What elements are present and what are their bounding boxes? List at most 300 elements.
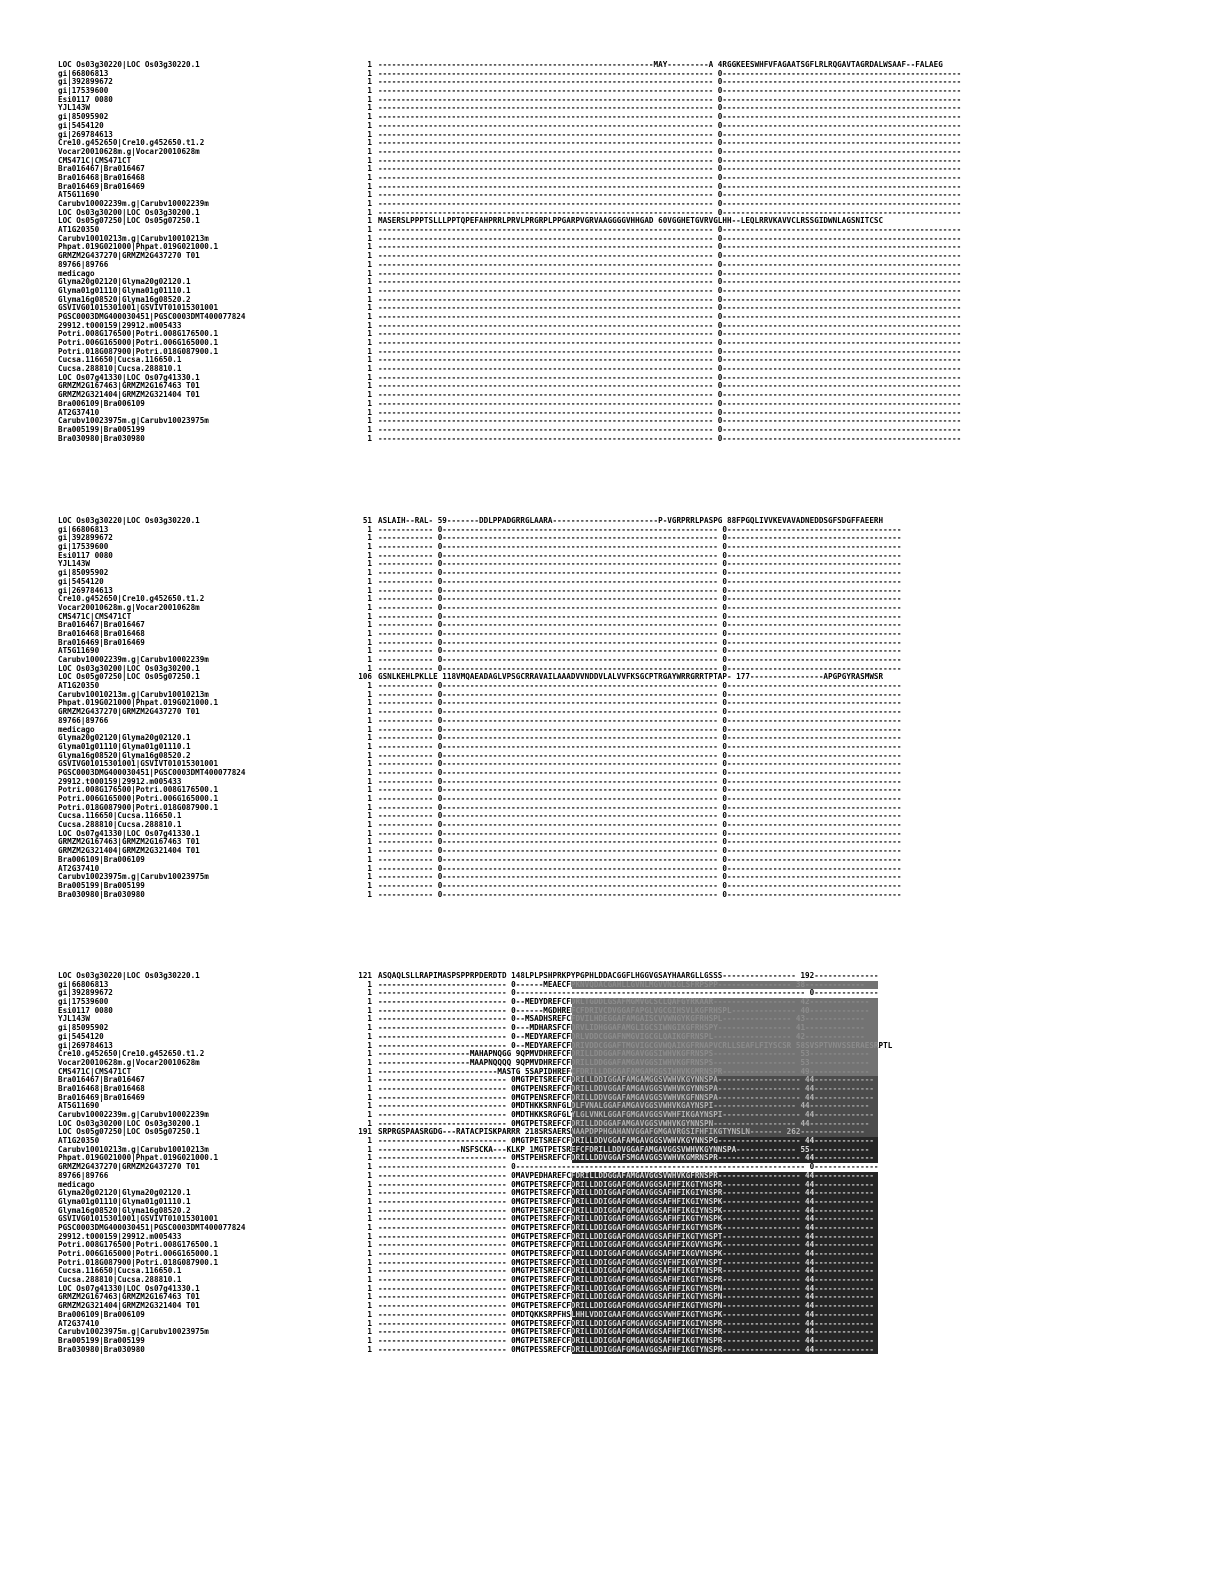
start-position: 1 bbox=[367, 355, 372, 365]
alignment-row bbox=[58, 226, 1148, 235]
sequence-name: AT5G11690 bbox=[58, 191, 100, 200]
sequence-name: Potri.006G165000|Potri.006G165000.1 bbox=[58, 795, 219, 803]
sequence-name: Carubv10010213m.g|Carubv10010213m bbox=[58, 234, 209, 243]
sequence-segment: ------------------------------------------------------------------------- 0---------------------------------------------------- bbox=[378, 173, 962, 182]
start-position: 1 bbox=[367, 1014, 372, 1024]
alignment-row bbox=[58, 96, 1148, 105]
start-position: 1 bbox=[367, 585, 372, 595]
start-position: 1 bbox=[367, 398, 372, 408]
start-position: 1 bbox=[367, 1075, 372, 1085]
alignment-row bbox=[58, 70, 1148, 79]
alignment-row bbox=[58, 769, 1148, 778]
sequence-segment: ---------------------------- 0MDTHKKSRGFGLYLGLVNKLGGAFGMGAVGGSVWHFIKGAYNSPI----------------- 44------------- bbox=[378, 1111, 874, 1119]
start-position: 1 bbox=[367, 1327, 372, 1337]
alignment-row bbox=[58, 1259, 1148, 1268]
sequence-name: gi|5454120 bbox=[58, 577, 104, 586]
sequence-segment: ---------------------------- 0--MEDYAREFCFDRLVDDCGGAFNMGVIGCGLQAIKGFRNSPL----------------- 42------------- bbox=[378, 1032, 865, 1041]
sequence-name: GSVIVG01015301001|GSVIVT01015301001 bbox=[58, 1215, 219, 1224]
start-position: 1 bbox=[367, 68, 372, 78]
alignment-row bbox=[58, 148, 1148, 157]
alignment-row bbox=[58, 752, 1148, 761]
sequence-name: LOC Os05g07250|LOC Os05g07250.1 bbox=[58, 217, 200, 226]
start-position: 1 bbox=[367, 1057, 372, 1067]
sequence-name: GRMZM2G167463|GRMZM2G167463 T01 bbox=[58, 382, 200, 391]
start-position: 1 bbox=[367, 698, 372, 708]
sequence-segment: ------------ 0------------------------------------------------------------ 0-------------------------------------- bbox=[378, 768, 902, 777]
alignment-row bbox=[58, 122, 1148, 131]
start-position: 1 bbox=[367, 311, 372, 321]
start-position: 1 bbox=[367, 1309, 372, 1319]
start-position: 1 bbox=[367, 1318, 372, 1328]
start-position: 1 bbox=[367, 863, 372, 873]
sequence-segment: ---------------------------- 0--------------------------------------------------------------- 0-------------- bbox=[378, 989, 879, 998]
sequence-segment: ------------ 0------------------------------------------------------------ 0-------------------------------------- bbox=[378, 890, 902, 899]
alignment-row bbox=[58, 382, 1148, 391]
sequence-segment: --------------------MAAPNQQQQ 9QPMVDHREFCFDRILLDDGGAFAMGAVGGSIWHVKGFRNSPS------------------ 53------------- bbox=[378, 1058, 870, 1067]
sequence-segment: ------------ 0------------------------------------------------------------ 0-------------------------------------- bbox=[378, 586, 902, 595]
alignment-row bbox=[58, 1050, 1148, 1059]
start-position: 1 bbox=[367, 559, 372, 569]
alignment-row bbox=[58, 1033, 1148, 1042]
start-position: 1 bbox=[367, 997, 372, 1007]
sequence-name: Potri.006G165000|Potri.006G165000.1 bbox=[58, 1250, 219, 1258]
start-position: 1 bbox=[367, 225, 372, 235]
sequence-segment: ------------ 0------------------------------------------------------------ 0-------------------------------------- bbox=[378, 708, 902, 717]
alignment-row bbox=[58, 1163, 1148, 1172]
sequence-name: Potri.018G087900|Potri.018G087900.1 bbox=[58, 347, 219, 356]
alignment-row bbox=[58, 1172, 1148, 1181]
alignment-row bbox=[58, 613, 1148, 622]
sequence-segment: ------------ 0------------------------------------------------------------ 0-------------------------------------- bbox=[378, 560, 902, 569]
start-position: 1 bbox=[367, 172, 372, 182]
sequence-segment: ------------------------------------------------------------------------- 0---------------------------------------------------- bbox=[378, 113, 962, 122]
alignment-row bbox=[58, 699, 1148, 708]
alignment-row bbox=[58, 630, 1148, 639]
sequence-segment: ---------------------------- 0MGTPETSREFCFDRILLDDIGGAFGMGAVGGSAFHFIKGTYNSPR----------------- 44------------- bbox=[378, 1336, 874, 1345]
alignment-row bbox=[58, 191, 1148, 200]
start-position: 1 bbox=[367, 880, 372, 890]
alignment-row bbox=[58, 296, 1148, 305]
start-position: 1 bbox=[367, 242, 372, 252]
start-position: 1 bbox=[367, 1083, 372, 1093]
sequence-name: GRMZM2G321404|GRMZM2G321404 T01 bbox=[58, 391, 200, 400]
alignment-row bbox=[58, 595, 1148, 604]
alignment-row bbox=[58, 1233, 1148, 1242]
sequence-segment: ------------------------------------------------------------------------- 0---------------------------------------------------- bbox=[378, 425, 962, 434]
alignment-row bbox=[58, 998, 1148, 1007]
start-position: 1 bbox=[367, 1179, 372, 1189]
start-position: 1 bbox=[367, 77, 372, 87]
start-position: 106 bbox=[358, 672, 372, 682]
alignment-row bbox=[58, 795, 1148, 804]
start-position: 1 bbox=[367, 1040, 372, 1050]
alignment-row bbox=[58, 543, 1148, 552]
sequence-name: Potri.018G087900|Potri.018G087900.1 bbox=[58, 1258, 219, 1267]
sequence-segment: ------------ 0------------------------------------------------------------ 0-------------------------------------- bbox=[378, 716, 902, 725]
sequence-segment: ------------------------------------------------------------------------- 0---------------------------------------------------- bbox=[378, 391, 962, 400]
alignment-row bbox=[58, 1250, 1148, 1259]
sequence-segment: ------------------------------------------------------------------------- 0---------------------------------------------------- bbox=[378, 417, 962, 426]
start-position: 1 bbox=[367, 190, 372, 200]
start-position: 1 bbox=[367, 1249, 372, 1258]
sequence-segment: ------------------------------------------------------------------------- 0---------------------------------------------------- bbox=[378, 286, 962, 295]
sequence-name: Bra016468|Bra016468 bbox=[58, 629, 145, 638]
sequence-segment: ---------------------------- 0MDTQKKSRPFHSLHHLVDDIGAAFGMGAVGGSVWHFIKGTYNSPK----------------- 44------------- bbox=[378, 1310, 874, 1319]
sequence-name: LOC Os05g07250|LOC Os05g07250.1 bbox=[58, 673, 200, 682]
alignment-row bbox=[58, 891, 1148, 900]
sequence-name: Bra006109|Bra006109 bbox=[58, 1310, 145, 1319]
sequence-segment: ------------ 0------------------------------------------------------------ 0-------------------------------------- bbox=[378, 551, 902, 560]
start-position: 1 bbox=[367, 1301, 372, 1311]
alignment-row bbox=[58, 882, 1148, 891]
start-position: 1 bbox=[367, 785, 372, 795]
sequence-name: GSVIVG01015301001|GSVIVT01015301001 bbox=[58, 304, 219, 313]
start-position: 1 bbox=[367, 1240, 372, 1250]
sequence-name: AT1G20350 bbox=[58, 226, 100, 235]
sequence-segment: ---------------------------- 0MGTPETSREFCFDRILLDDIGGAFGMGAVGGSAFHFIKGIYNSPK----------------- 44------------- bbox=[378, 1206, 874, 1215]
alignment-row bbox=[58, 760, 1148, 769]
sequence-segment: ------------------------------------------------------------MAY---------A 4RGGKEESWHFVFAGAATSGFLRLRQGAVTAGRDALWSAAF--FALAEG bbox=[378, 61, 943, 69]
start-position: 1 bbox=[367, 1283, 372, 1293]
start-position: 1 bbox=[367, 164, 372, 174]
alignment-row bbox=[58, 1120, 1148, 1129]
sequence-name: Cre10.g452650|Cre10.g452650.t1.2 bbox=[58, 1050, 205, 1059]
alignment-row bbox=[58, 261, 1148, 270]
sequence-segment: ------------ 0------------------------------------------------------------ 0-------------------------------------- bbox=[378, 821, 902, 830]
sequence-name: AT2G37410 bbox=[58, 1319, 100, 1328]
sequence-name: gi|85095902 bbox=[58, 113, 109, 122]
sequence-segment: ------------------------------------------------------------------------- 0---------------------------------------------------- bbox=[378, 339, 962, 347]
start-position: 1 bbox=[367, 707, 372, 717]
start-position: 1 bbox=[367, 776, 372, 786]
sequence-segment: ------------------------------------------------------------------------- 0---------------------------------------------------- bbox=[378, 269, 962, 278]
alignment-row bbox=[58, 174, 1148, 183]
alignment-row bbox=[58, 1320, 1148, 1329]
alignment-row bbox=[58, 1111, 1148, 1120]
sequence-segment: ---------------------------- 0MGTPETSREFCFDRILLDDIGGAFGMGAVGGSAFHFIKGTYNSPR----------------- 44------------- bbox=[378, 1276, 874, 1285]
sequence-name: GRMZM2G437270|GRMZM2G437270 T01 bbox=[58, 1163, 200, 1172]
start-position: 1 bbox=[367, 872, 372, 882]
alignment-row bbox=[58, 560, 1148, 569]
alignment-row bbox=[58, 374, 1148, 383]
start-position: 1 bbox=[367, 86, 372, 96]
alignment-row bbox=[58, 981, 1148, 990]
alignment-row bbox=[58, 235, 1148, 244]
sequence-segment: ---------------------------- 0MAVPEDHAREFCFDRILLDDGGAFAMGAVGGSVWHVKGFRNSPR------------------ 44------------- bbox=[378, 1171, 874, 1180]
sequence-segment: ------------ 0------------------------------------------------------------ 0-------------------------------------- bbox=[378, 725, 902, 734]
sequence-name: AT1G20350 bbox=[58, 1137, 100, 1146]
sequence-segment: ---------------------------- 0MGTPETSREFCFDRILLDDIGGAFGMGAVGGSAFHFIKGVYNSPK----------------- 44------------- bbox=[378, 1241, 874, 1250]
alignment-row bbox=[58, 838, 1148, 847]
start-position: 1 bbox=[367, 103, 372, 113]
sequence-name: gi|269784613 bbox=[58, 130, 113, 139]
sequence-name: Cucsa.116650|Cucsa.116650.1 bbox=[58, 812, 182, 821]
sequence-segment: ------------ 0------------------------------------------------------------ 0-------------------------------------- bbox=[378, 812, 902, 821]
sequence-name: Bra030980|Bra030980 bbox=[58, 1345, 145, 1354]
alignment-row bbox=[58, 1276, 1148, 1285]
start-position: 1 bbox=[367, 1188, 372, 1198]
sequence-name: CMS471C|CMS471CT bbox=[58, 1067, 132, 1076]
sequence-name: YJL143W bbox=[58, 560, 91, 569]
alignment-row bbox=[58, 330, 1148, 339]
alignment-row bbox=[58, 604, 1148, 613]
start-position: 1 bbox=[367, 120, 372, 130]
sequence-name: Cre10.g452650|Cre10.g452650.t1.2 bbox=[58, 595, 205, 604]
start-position: 1 bbox=[367, 285, 372, 295]
start-position: 1 bbox=[367, 1335, 372, 1345]
sequence-name: CMS471C|CMS471CT bbox=[58, 612, 132, 621]
sequence-segment: ------------ 0------------------------------------------------------------ 0-------------------------------------- bbox=[378, 795, 902, 803]
sequence-segment: ------------------------------------------------------------------------- 0---------------------------------------------------- bbox=[378, 121, 962, 130]
sequence-name: medicago bbox=[58, 1180, 95, 1189]
alignment-row bbox=[58, 1241, 1148, 1250]
sequence-name: Carubv10010213m.g|Carubv10010213m bbox=[58, 1145, 209, 1154]
start-position: 1 bbox=[367, 390, 372, 400]
sequence-segment: ---------------------------- 0MGTPETSREFCFDRILLDDIGGAFGMGAVGGSAFHFIKGTYNSPN----------------- 44------------- bbox=[378, 1293, 874, 1302]
alignment-row bbox=[58, 339, 1148, 348]
sequence-name: Bra016469|Bra016469 bbox=[58, 1093, 145, 1102]
start-position: 1 bbox=[367, 346, 372, 356]
alignment-row bbox=[58, 1007, 1148, 1016]
alignment-row bbox=[58, 287, 1148, 296]
start-position: 1 bbox=[367, 268, 372, 278]
sequence-segment: ------------------------------------------------------------------------- 0---------------------------------------------------- bbox=[378, 165, 962, 174]
sequence-name: Cucsa.116650|Cucsa.116650.1 bbox=[58, 356, 182, 365]
alignment-row bbox=[58, 1302, 1148, 1311]
sequence-segment: ------------ 0------------------------------------------------------------ 0-------------------------------------- bbox=[378, 690, 902, 699]
start-position: 1 bbox=[367, 320, 372, 330]
alignment-row bbox=[58, 1076, 1148, 1085]
sequence-name: medicago bbox=[58, 725, 95, 734]
alignment-row bbox=[58, 1146, 1148, 1155]
sequence-name: Carubv10010213m.g|Carubv10010213m bbox=[58, 690, 209, 699]
start-position: 1 bbox=[367, 741, 372, 751]
sequence-name: Potri.008G176500|Potri.008G176500.1 bbox=[58, 330, 219, 339]
alignment-row bbox=[58, 778, 1148, 787]
alignment-row bbox=[58, 252, 1148, 261]
alignment-row bbox=[58, 1154, 1148, 1163]
sequence-segment: ASQAQLSLLRAPIMASPSPPRPDERDTD 148LPLPSHPRKPYPGPHLDDACGGFLHGGVGSAYHAARGLLGSSS---------------- 192-------------- bbox=[378, 972, 879, 980]
sequence-segment: ------------ 0------------------------------------------------------------ 0-------------------------------------- bbox=[378, 881, 902, 890]
alignment-row bbox=[58, 322, 1148, 331]
sequence-segment: ------------------------------------------------------------------------- 0---------------------------------------------------- bbox=[378, 182, 962, 191]
start-position: 1 bbox=[367, 1257, 372, 1267]
sequence-segment: ------------------------------------------------------------------------- 0---------------------------------------------------- bbox=[378, 365, 962, 374]
sequence-name: Carubv10002239m.g|Carubv10002239m bbox=[58, 656, 209, 664]
sequence-name: medicago bbox=[58, 269, 95, 278]
start-position: 1 bbox=[367, 1222, 372, 1232]
alignment-row bbox=[58, 1094, 1148, 1103]
sequence-name: LOC Os03g30200|LOC Os03g30200.1 bbox=[58, 208, 200, 217]
sequence-name: gi|85095902 bbox=[58, 569, 109, 578]
sequence-name: LOC Os07g41330|LOC Os07g41330.1 bbox=[58, 373, 200, 382]
sequence-name: Bra016469|Bra016469 bbox=[58, 638, 145, 647]
start-position: 1 bbox=[367, 811, 372, 821]
alignment-row bbox=[58, 1059, 1148, 1068]
alignment-row bbox=[58, 726, 1148, 735]
start-position: 1 bbox=[367, 802, 372, 812]
alignment-row bbox=[58, 348, 1148, 357]
start-position: 1 bbox=[367, 216, 372, 226]
start-position: 1 bbox=[367, 129, 372, 139]
start-position: 1 bbox=[367, 733, 372, 743]
start-position: 1 bbox=[367, 611, 372, 621]
start-position: 1 bbox=[367, 689, 372, 699]
start-position: 1 bbox=[367, 628, 372, 638]
sequence-segment: ------------ 0------------------------------------------------------------ 0-------------------------------------- bbox=[378, 664, 902, 673]
sequence-name: YJL143W bbox=[58, 104, 91, 113]
sequence-segment: ------------ 0------------------------------------------------------------ 0-------------------------------------- bbox=[378, 525, 902, 534]
start-position: 1 bbox=[367, 533, 372, 543]
sequence-name: LOC Os03g30220|LOC Os03g30220.1 bbox=[58, 517, 200, 525]
start-position: 1 bbox=[367, 767, 372, 777]
start-position: 1 bbox=[367, 146, 372, 156]
sequence-segment: ------------------------------------------------------------------------- 0---------------------------------------------------- bbox=[378, 278, 962, 287]
start-position: 1 bbox=[367, 820, 372, 830]
alignment-row bbox=[58, 1224, 1148, 1233]
sequence-name: gi|66806813 bbox=[58, 525, 109, 534]
start-position: 1 bbox=[367, 1170, 372, 1180]
sequence-segment: ---------------------------- 0------MGDHREFCFDRIVCDVGGAFAPGLVGCGIHSVLKGFRHSPL-------------- 40------------- bbox=[378, 1006, 870, 1015]
alignment-row bbox=[58, 1207, 1148, 1216]
start-position: 1 bbox=[367, 794, 372, 803]
sequence-name: GRMZM2G437270|GRMZM2G437270 T01 bbox=[58, 708, 200, 717]
alignment-row bbox=[58, 1215, 1148, 1224]
alignment-row bbox=[58, 1068, 1148, 1077]
sequence-name: LOC Os05g07250|LOC Os05g07250.1 bbox=[58, 1128, 200, 1137]
sequence-name: GSVIVG01015301001|GSVIVT01015301001 bbox=[58, 760, 219, 769]
sequence-segment: ------------ 0------------------------------------------------------------ 0-------------------------------------- bbox=[378, 699, 902, 708]
start-position: 1 bbox=[367, 181, 372, 191]
sequence-segment: ------------ 0------------------------------------------------------------ 0-------------------------------------- bbox=[378, 742, 902, 751]
sequence-segment: ---------------------------- 0MGTPETSREFCFDRILLDDIGGAFGMGAVGGSAFHFIKGIYNSPR----------------- 44------------- bbox=[378, 1189, 874, 1198]
sequence-segment: ------------ 0------------------------------------------------------------ 0-------------------------------------- bbox=[378, 760, 902, 769]
sequence-name: gi|392899672 bbox=[58, 989, 113, 998]
sequence-segment: ------------------------------------------------------------------------- 0---------------------------------------------------- bbox=[378, 147, 962, 156]
alignment-row bbox=[58, 409, 1148, 418]
sequence-segment: SRPRGSPAASRGDG---RATACPISKPARRR 218SRSAERSNAAPDPPHGAHANVGGAFGMGAVRGSIFHFIKGTYNSLN------- 262-------------- bbox=[378, 1128, 865, 1137]
start-position: 1 bbox=[367, 1196, 372, 1206]
start-position: 1 bbox=[367, 602, 372, 612]
sequence-name: AT2G37410 bbox=[58, 408, 100, 417]
alignment-row bbox=[58, 526, 1148, 535]
sequence-segment: ---------------------------- 0MGTPETSREFCFDRILLDDVGGAFAMGAVGGSVWHVKGYNNSPG------------------ 44------------- bbox=[378, 1137, 874, 1146]
alignment-row bbox=[58, 1285, 1148, 1294]
sequence-name: 29912.t000159|29912.m005433 bbox=[58, 1232, 182, 1241]
sequence-segment: ------------ 0------------------------------------------------------------ 0-------------------------------------- bbox=[378, 682, 902, 691]
sequence-name: GRMZM2G437270|GRMZM2G437270 T01 bbox=[58, 252, 200, 261]
start-position: 1 bbox=[367, 568, 372, 578]
alignment-row bbox=[58, 1128, 1148, 1137]
start-position: 1 bbox=[367, 1049, 372, 1059]
alignment-row bbox=[58, 278, 1148, 287]
sequence-name: gi|392899672 bbox=[58, 78, 113, 87]
sequence-segment: ---------------------------- 0MGTPETSREFCFDRILLDDIGGAFGMGAVGGSAFHFIKGTYNSPK----------------- 44------------- bbox=[378, 1215, 874, 1224]
sequence-name: CMS471C|CMS471CT bbox=[58, 156, 132, 165]
start-position: 1 bbox=[367, 1214, 372, 1224]
alignment-row bbox=[58, 830, 1148, 839]
sequence-segment: ---------------------------- 0--------------------------------------------------------------- 0-------------- bbox=[378, 1163, 879, 1172]
alignment-row bbox=[58, 270, 1148, 279]
sequence-segment: ------------ 0------------------------------------------------------------ 0-------------------------------------- bbox=[378, 603, 902, 612]
start-position: 1 bbox=[367, 715, 372, 725]
sequence-name: GRMZM2G321404|GRMZM2G321404 T01 bbox=[58, 1302, 200, 1311]
start-position: 1 bbox=[367, 1110, 372, 1119]
sequence-name: Glyma16g08520|Glyma16g08520.2 bbox=[58, 295, 191, 304]
start-position: 1 bbox=[367, 576, 372, 586]
start-position: 1 bbox=[367, 979, 372, 989]
sequence-name: LOC Os03g30220|LOC Os03g30220.1 bbox=[58, 972, 200, 980]
sequence-name: Phpat.019G021000|Phpat.019G021000.1 bbox=[58, 699, 219, 708]
start-position: 1 bbox=[367, 854, 372, 864]
start-position: 1 bbox=[367, 424, 372, 434]
sequence-segment: ---------------------------- 0MGTPETSREFCFDRILLDDIGGAFGMGAVGGSAFHFIKGTYNSPR----------------- 44------------- bbox=[378, 1267, 874, 1276]
sequence-name: gi|5454120 bbox=[58, 121, 104, 130]
sequence-name: Bra016467|Bra016467 bbox=[58, 165, 145, 174]
sequence-segment: ------------------------------------------------------------------------- 0---------------------------------------------------- bbox=[378, 330, 962, 339]
sequence-segment: ---------------------------- 0--MSADHSREFCFDVILHDEGGAFAMGAISCVVWNGYKGFRHSPL--------------- 43------------- bbox=[378, 1015, 865, 1024]
start-position: 1 bbox=[367, 329, 372, 339]
sequence-segment: ---------------------------- 0MSTPEHSREFCFDRILLDDVGGAFSMGAVGGSVWHVKGMRNSPR------------------ 44------------- bbox=[378, 1154, 874, 1163]
sequence-segment: ------------------------------------------------------------------------- 0---------------------------------------------------- bbox=[378, 373, 962, 382]
start-position: 1 bbox=[367, 594, 372, 604]
sequence-segment: ------------ 0------------------------------------------------------------ 0-------------------------------------- bbox=[378, 751, 902, 760]
start-position: 1 bbox=[367, 889, 372, 899]
start-position: 1 bbox=[367, 1205, 372, 1215]
alignment-row bbox=[58, 313, 1148, 322]
sequence-segment: ---------------------------- 0MGTPENSREFCFDRILLDDVGGAFAMGAVGGSVWHVKGFNNSPA------------------ 44------------- bbox=[378, 1093, 874, 1102]
sequence-segment: ------------ 0------------------------------------------------------------ 0-------------------------------------- bbox=[378, 803, 902, 812]
alignment-row bbox=[58, 113, 1148, 122]
sequence-name: Carubv10023975m.g|Carubv10023975m bbox=[58, 873, 209, 882]
start-position: 1 bbox=[367, 1231, 372, 1241]
sequence-name: gi|17539600 bbox=[58, 543, 109, 552]
sequence-segment: ------------------------------------------------------------------------- 0---------------------------------------------------- bbox=[378, 191, 962, 200]
alignment-row bbox=[58, 989, 1148, 998]
sequence-segment: ------------ 0------------------------------------------------------------ 0-------------------------------------- bbox=[378, 577, 902, 586]
alignment-row bbox=[58, 183, 1148, 192]
sequence-name: Glyma01g01110|Glyma01g01110.1 bbox=[58, 742, 191, 751]
sequence-segment: ------------ 0------------------------------------------------------------ 0-------------------------------------- bbox=[378, 543, 902, 552]
sequence-name: Cre10.g452650|Cre10.g452650.t1.2 bbox=[58, 139, 205, 148]
sequence-name: Bra005199|Bra005199 bbox=[58, 425, 145, 434]
sequence-name: Cucsa.116650|Cucsa.116650.1 bbox=[58, 1267, 182, 1276]
sequence-segment: ------------------------------------------------------------------------- 0---------------------------------------------------- bbox=[378, 69, 962, 78]
sequence-segment: ---------------------------- 0MGTPETSREFCFDRILLDDIGGAFGMGAVGGSAFHFIKGTYNSPK----------------- 44------------- bbox=[378, 1223, 874, 1232]
sequence-segment: ------------------------------------------------------------------------- 0---------------------------------------------------- bbox=[378, 408, 962, 417]
alignment-row bbox=[58, 717, 1148, 726]
sequence-name: Bra016467|Bra016467 bbox=[58, 1076, 145, 1085]
sequence-name: Carubv10023975m.g|Carubv10023975m bbox=[58, 417, 209, 426]
alignment-row bbox=[58, 1337, 1148, 1346]
sequence-segment: ------------------------------------------------------------------------- 0---------------------------------------------------- bbox=[378, 78, 962, 87]
alignment-row bbox=[58, 217, 1148, 226]
alignment-row bbox=[58, 243, 1148, 252]
alignment-row bbox=[58, 209, 1148, 218]
alignment-row bbox=[58, 847, 1148, 856]
sequence-name: Bra030980|Bra030980 bbox=[58, 890, 145, 899]
sequence-segment: ---------------------------- 0MGTPENSREFCFDRILLDDVGGAFAMGAVGGSVWHVKGYNNSPA------------------ 44------------- bbox=[378, 1084, 874, 1093]
start-position: 1 bbox=[367, 988, 372, 998]
start-position: 1 bbox=[367, 294, 372, 304]
sequence-segment: ------------------------------------------------------------------------- 0---------------------------------------------------- bbox=[378, 260, 962, 269]
alignment-row bbox=[58, 1042, 1148, 1051]
alignment-row bbox=[58, 1085, 1148, 1094]
alignment-row bbox=[58, 587, 1148, 596]
sequence-name: GRMZM2G167463|GRMZM2G167463 T01 bbox=[58, 838, 200, 847]
sequence-name: Potri.008G176500|Potri.008G176500.1 bbox=[58, 786, 219, 795]
sequence-name: Glyma20g02120|Glyma20g02120.1 bbox=[58, 278, 191, 287]
